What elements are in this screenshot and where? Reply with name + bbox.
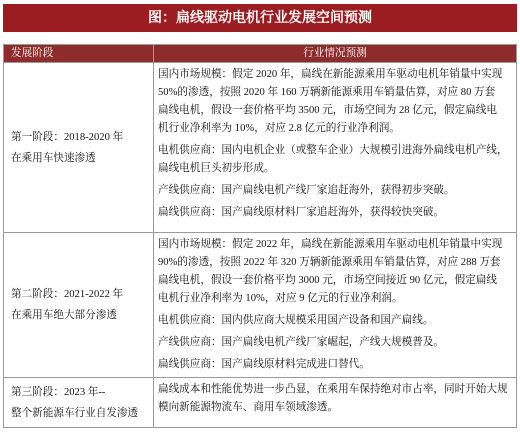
text-line: 扁线电机，假设一套价格平均 3500 元，市场空间为 28 亿元，假定扁线电: [158, 105, 497, 116]
forecast-cell: [154, 378, 517, 428]
stage-description: 在乘用车绝大部分渗透: [11, 310, 117, 321]
text-line: 扁线成本和性能优势进一步凸显，在乘用车保持绝对市占率，同时开始大规: [158, 384, 508, 395]
flat-wire-supplier-paragraph: [158, 204, 512, 222]
text-line: 90%的渗透，按照 2022 年 320 万辆新能源乘用车销量估算，对应 288 万套: [158, 257, 501, 268]
market-size-paragraph: [158, 236, 512, 308]
stage-description: 在乘用车快速渗透: [11, 152, 96, 164]
text-line: 电机行业净利率为 10%，对应 9 亿元的行业净利润。: [158, 293, 403, 304]
text-line: 扁线供应商：国产扁线原材料厂家追赶海外，获得较快突破。: [158, 207, 445, 218]
forecast-table: [3, 44, 517, 428]
stage-name: 第一阶段：2018-2020 年: [11, 131, 124, 143]
header-forecast: 行业情况预测: [154, 45, 517, 63]
flat-wire-supplier-paragraph: [158, 356, 512, 374]
text-line: 模向新能源物流车、商用车领域渗透。: [158, 402, 339, 413]
stage-name: 第三阶段：2023 年--: [11, 386, 106, 398]
stage-description: 整个新能源车行业自发渗透: [11, 407, 139, 419]
forecast-cell: [154, 63, 517, 233]
text-line: 机行业净利率为 10%，对应 2.8 亿元的行业净利润。: [158, 123, 400, 134]
text-line: 电机供应商：国内电机企业（或整车企业）大规模引进海外扁线电机产线，: [158, 145, 508, 156]
figure-title: 图：扁线驱动电机行业发展空间预测: [3, 4, 517, 32]
header-stage: 发展阶段: [4, 45, 154, 63]
stage-name: 第二阶段：2021-2022 年: [11, 289, 124, 300]
motor-supplier-paragraph: [158, 142, 512, 178]
market-size-paragraph: [158, 66, 512, 138]
text-line: 国内市场规模：假定 2020 年，扁线在新能源乘用车驱动电机年销量中实现: [158, 69, 503, 80]
stage-cell: [4, 63, 154, 233]
forecast-cell: [154, 233, 517, 378]
text-line: 电机供应商：国内供应商大规模采用国产设备和国产扁线。: [158, 315, 434, 326]
text-line: 产线供应商：国产扁线电机产线厂家追赶海外，获得初步突破。: [158, 185, 455, 196]
outlook-paragraph: [158, 381, 512, 417]
text-line: 产线供应商：国产扁线电机产线厂家崛起，产线大规模普及。: [158, 337, 445, 348]
stage-cell: [4, 378, 154, 428]
text-line: 国内市场规模：假定 2022 年，扁线在新能源乘用车驱动电机年销量中实现: [158, 239, 503, 250]
text-line: 扁线电机，假设一套价格平均 3000 元，市场空间接近 90 亿元，假定扁线: [158, 275, 497, 286]
stage-cell: [4, 233, 154, 378]
production-line-supplier-paragraph: [158, 182, 512, 200]
text-line: 扁线供应商：国产扁线原材料完成进口替代。: [158, 359, 370, 370]
text-line: 扁线电机巨头初步形成。: [158, 163, 275, 174]
production-line-supplier-paragraph: [158, 334, 512, 352]
text-line: 50%的渗透，按照 2020 年 160 万辆新能源乘用车销量估算，对应 80 万套: [158, 87, 496, 98]
motor-supplier-paragraph: [158, 312, 512, 330]
